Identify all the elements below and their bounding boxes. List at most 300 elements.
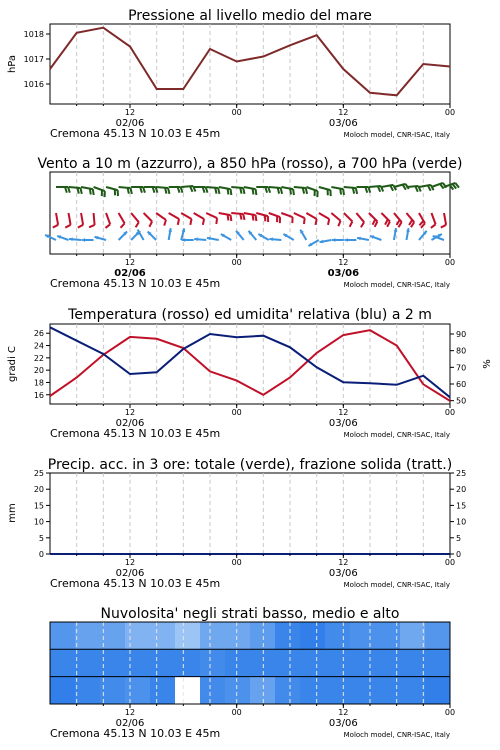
model-credit: Moloch model, CNR-ISAC, Italy (343, 581, 450, 589)
cloud-cell (325, 622, 351, 649)
wind-barb (281, 187, 294, 195)
cloud-cell (350, 649, 376, 676)
wind-barb (194, 237, 206, 241)
barb-shaft (294, 187, 306, 188)
wind-barb (441, 213, 446, 228)
y-tick-label: 15 (33, 501, 44, 511)
barb-shaft (81, 187, 93, 189)
barb-feather (293, 189, 294, 195)
cloud-cell (75, 649, 101, 676)
barb-feather (306, 188, 307, 194)
y-tick-label: 10 (456, 517, 467, 527)
humidity-ylabel: % (482, 359, 493, 369)
barb-feather (53, 225, 58, 228)
wind-barb (370, 235, 381, 240)
y-tick-label: 5 (38, 533, 44, 543)
cloud-cell (200, 677, 226, 704)
x-tick-label: 12 (124, 708, 136, 717)
barb-feather (65, 225, 70, 228)
barb-feather (78, 225, 83, 228)
wind-barb (281, 213, 292, 223)
barb-shaft (206, 187, 218, 188)
y-tick-label: 70 (456, 363, 467, 373)
barb-feather (164, 220, 166, 226)
barb-shaft (281, 187, 293, 189)
barb-shaft (281, 213, 292, 217)
y-tick-label: 0 (456, 550, 462, 559)
wind-barb (156, 187, 169, 194)
y-tick-label: 1017 (23, 55, 44, 64)
wind-barb (106, 187, 118, 196)
wind-barb (119, 232, 127, 240)
wind-barb (56, 187, 70, 193)
wind-barb (294, 213, 305, 224)
pressure-title: Pressione al livello medio del mare (128, 8, 372, 24)
barb-shaft (156, 187, 168, 188)
x-tick-label: 12 (338, 108, 349, 117)
barb-shaft (256, 213, 268, 216)
barb-feather (228, 189, 229, 195)
barb-feather (387, 221, 390, 226)
barb-shaft (356, 213, 364, 222)
x-tick-label: 00 (444, 108, 456, 117)
x-date-label: 02/06 (115, 568, 145, 579)
pressure-ylabel: hPa (7, 54, 18, 74)
barb-feather (243, 188, 244, 194)
x-date-label: 03/06 (327, 268, 360, 279)
wind-barb (319, 213, 329, 225)
y-tick-label: 16 (33, 390, 44, 400)
wind-barb (168, 228, 172, 240)
barb-feather (228, 215, 229, 221)
barb-arrowhead (82, 238, 86, 242)
wind-barb (406, 213, 414, 227)
barb-feather (165, 188, 166, 194)
wind-barb (78, 213, 83, 228)
pressure-plot-frame (50, 24, 450, 104)
cloud-cell (325, 677, 351, 704)
barb-feather (256, 189, 257, 195)
wind-barb (206, 187, 219, 194)
x-date-label: 03/06 (328, 718, 358, 729)
barb-feather (168, 188, 169, 194)
barb-shaft (81, 213, 83, 225)
x-tick-label: 12 (338, 558, 349, 567)
barb-feather (340, 189, 341, 195)
barb-shaft (219, 187, 231, 189)
cloud-cell (175, 677, 201, 704)
barb-shaft (394, 213, 402, 222)
barb-feather (253, 189, 254, 195)
cloud-cell (225, 677, 251, 704)
wind-barb (169, 187, 183, 193)
wind-barb (144, 213, 152, 227)
x-tick-label: 00 (444, 708, 456, 717)
barb-shaft (94, 213, 95, 225)
barb-feather (80, 188, 81, 194)
x-tick-label: 12 (338, 408, 349, 417)
barb-feather (77, 188, 78, 194)
wind-barb (89, 213, 95, 227)
location-label: Cremona 45.13 N 10.03 E 45m (50, 427, 221, 440)
barb-shaft (231, 213, 243, 214)
barb-shaft (106, 213, 110, 224)
y-tick-label: 15 (456, 501, 467, 511)
wind-barb (82, 238, 94, 242)
cloud-cell (400, 649, 426, 676)
precipitation-plot-frame (50, 473, 450, 554)
wind-panel (37, 156, 462, 290)
barb-feather (93, 189, 94, 195)
barb-feather (90, 189, 91, 195)
barb-feather (390, 185, 393, 190)
model-credit: Moloch model, CNR-ISAC, Italy (343, 281, 450, 289)
barb-feather (373, 219, 376, 224)
x-tick-label: 00 (444, 258, 456, 267)
cloud-cell (425, 677, 451, 704)
barb-feather (218, 188, 219, 194)
barb-feather (278, 188, 279, 194)
barb-shaft (431, 213, 435, 224)
model-credit: Moloch model, CNR-ISAC, Italy (343, 131, 450, 139)
wind-barb (419, 213, 425, 228)
barb-shaft (306, 187, 317, 191)
wind-barb (331, 187, 344, 195)
cloud-cell (300, 622, 326, 649)
location-label: Cremona 45.13 N 10.03 E 45m (50, 727, 221, 740)
x-tick-label: 12 (338, 258, 349, 267)
barb-feather (149, 221, 152, 226)
wind-barb (119, 213, 125, 228)
wind-barb (219, 187, 232, 195)
wind-barb (294, 187, 307, 194)
barb-arrowhead (269, 237, 273, 241)
barb-feather (281, 188, 282, 194)
x-tick-label: 12 (124, 258, 136, 267)
barb-feather (428, 185, 431, 190)
wind-barb (357, 237, 369, 241)
barb-feather (304, 218, 305, 224)
barb-shaft (319, 213, 329, 219)
barb-feather (350, 221, 353, 226)
wind-barb (219, 213, 232, 221)
barb-feather (89, 225, 95, 227)
cloud-cell (225, 649, 251, 676)
barb-feather (353, 188, 354, 194)
wind-barb (356, 213, 364, 227)
wind-barb (105, 213, 110, 228)
x-date-label: 03/06 (328, 118, 358, 129)
wind-barb (332, 238, 344, 242)
wind-barb (231, 213, 244, 220)
wind-barb (283, 234, 293, 240)
temperature-title: Temperatura (rosso) ed umidita' relativa (blu) a 2 m (68, 307, 432, 323)
cloud-cell (150, 622, 176, 649)
y-tick-label: 90 (456, 330, 467, 339)
cloud-cell (75, 677, 101, 704)
wind-barb (306, 187, 317, 197)
wind-barb (381, 185, 396, 191)
cloud-title: Nuvolosita' negli strati basso, medio e alto (100, 606, 400, 622)
x-date-label: 02/06 (115, 718, 145, 729)
wind-barb (431, 183, 446, 189)
barb-feather (105, 224, 110, 228)
wind-barb (319, 187, 331, 196)
y-tick-label: 1016 (23, 80, 44, 89)
wind-barb (331, 213, 340, 226)
x-tick-label: 00 (231, 108, 242, 117)
barb-feather (328, 219, 329, 225)
cloud-cell (200, 649, 226, 676)
barb-feather (203, 219, 204, 225)
wind-barb (381, 213, 389, 227)
y-tick-label: 1018 (23, 30, 44, 39)
cloud-cell (275, 677, 301, 704)
wind-barb (57, 235, 68, 240)
barb-feather (356, 188, 357, 194)
cloud-cell (50, 677, 76, 704)
barb-shaft (331, 187, 343, 189)
x-tick-label: 00 (444, 558, 456, 567)
barb-feather (315, 219, 316, 225)
wind-barb (406, 228, 410, 240)
barb-arrowhead (344, 238, 348, 242)
cloud-cell (425, 649, 451, 676)
x-date-label: 02/06 (114, 268, 146, 279)
location-label: Cremona 45.13 N 10.03 E 45m (50, 277, 221, 290)
pressure-series-line (50, 28, 450, 96)
wind-barb (256, 213, 268, 222)
x-date-label: 02/06 (115, 118, 145, 129)
wind-barb (206, 213, 217, 224)
wind-barb (231, 187, 244, 194)
cloud-cell (75, 622, 101, 649)
wind-barb (119, 187, 132, 194)
wind-barb (131, 213, 139, 227)
wind-title: Vento a 10 m (azzurro), a 850 hPa (rosso), a 700 hPa (verde) (37, 156, 463, 172)
cloud-cell (275, 649, 301, 676)
x-tick-label: 12 (124, 558, 136, 567)
barb-arrowhead (194, 237, 198, 241)
wind-barb (69, 187, 82, 194)
cloud-cell (350, 622, 376, 649)
model-credit: Moloch model, CNR-ISAC, Italy (343, 431, 450, 439)
barb-feather (256, 215, 257, 221)
cloud-cell (275, 622, 301, 649)
barb-shaft (344, 187, 356, 188)
cloud-cell (300, 649, 326, 676)
wind-barb (148, 232, 156, 240)
wind-plot-frame (50, 172, 450, 254)
precipitation-title: Precip. acc. in 3 ore: totale (verde), frazione solida (tratt.) (47, 457, 453, 473)
wind-barb (344, 187, 357, 194)
y-tick-label: 18 (33, 378, 44, 388)
barb-arrowhead (69, 237, 73, 241)
y-tick-label: 50 (456, 396, 467, 406)
wind-barb (394, 213, 402, 227)
wind-barb (156, 213, 166, 226)
barb-feather (375, 221, 378, 226)
barb-shaft (331, 213, 340, 221)
wind-barb (221, 234, 231, 240)
barb-shaft (156, 213, 166, 220)
cloud-cell (250, 649, 276, 676)
wind-barb (344, 213, 352, 227)
barb-shaft (69, 187, 81, 188)
barb-feather (216, 218, 217, 224)
y-tick-label: 26 (33, 329, 44, 339)
wind-barb (249, 231, 257, 240)
wind-barb (444, 183, 459, 190)
barb-shaft (131, 213, 139, 222)
y-tick-label: 25 (33, 469, 44, 478)
barb-shaft (319, 187, 331, 190)
cloud-cell (50, 622, 76, 649)
barb-feather (290, 189, 291, 195)
barb-shaft (244, 187, 256, 189)
cloud-cell (350, 677, 376, 704)
cloud-cell (125, 677, 151, 704)
barb-feather (215, 188, 216, 194)
barb-shaft (269, 187, 281, 188)
barb-shaft (219, 213, 231, 215)
barb-shaft (194, 213, 204, 219)
x-tick-label: 00 (231, 708, 242, 717)
barb-shaft (119, 213, 125, 223)
wind-barb (65, 213, 70, 228)
barb-shaft (294, 213, 305, 218)
y-tick-label: 24 (33, 341, 44, 351)
cloud-cell (250, 622, 276, 649)
cloud-cell (125, 622, 151, 649)
barb-shaft (181, 213, 191, 219)
x-tick-label: 00 (444, 408, 456, 417)
wind-barb (300, 230, 306, 240)
cloud-cell (50, 649, 76, 676)
y-tick-label: 10 (33, 517, 44, 527)
barb-feather (441, 225, 446, 228)
barb-shaft (406, 213, 414, 222)
barb-shaft (306, 213, 316, 219)
wind-barb (236, 231, 244, 240)
cloud-cell (125, 649, 151, 676)
cloud-cell (400, 677, 426, 704)
barb-feather (121, 223, 125, 227)
wind-barb (131, 187, 145, 193)
cloud-cell (325, 649, 351, 676)
barb-shaft (206, 213, 217, 218)
cloud-cell (300, 677, 326, 704)
wind-barb (269, 213, 280, 223)
barb-feather (178, 219, 179, 225)
barb-feather (231, 215, 232, 221)
barb-feather (128, 188, 129, 194)
wind-barb (356, 187, 370, 193)
wind-barb (81, 187, 94, 195)
barb-feather (231, 189, 232, 195)
barb-feather (136, 222, 139, 227)
x-tick-label: 00 (231, 408, 242, 417)
x-date-label: 03/06 (328, 418, 358, 429)
y-tick-label: 60 (456, 380, 467, 389)
barb-shaft (169, 213, 179, 219)
cloud-cell (150, 677, 176, 704)
barb-shaft (56, 213, 58, 225)
wind-barb (431, 213, 436, 228)
wind-barb (244, 187, 257, 195)
barb-shaft (244, 213, 256, 215)
x-date-label: 02/06 (115, 418, 145, 429)
wind-barb (258, 234, 268, 240)
barb-feather (431, 224, 436, 228)
y-tick-label: 20 (456, 485, 467, 495)
barb-shaft (381, 213, 389, 221)
location-label: Cremona 45.13 N 10.03 E 45m (50, 127, 221, 140)
barb-shaft (69, 213, 71, 225)
cloud-cell (225, 622, 251, 649)
wind-barb (207, 237, 219, 241)
wind-barb (69, 237, 81, 241)
y-tick-label: 0 (38, 550, 44, 559)
y-tick-label: 5 (456, 533, 462, 543)
model-credit: Moloch model, CNR-ISAC, Italy (343, 731, 450, 739)
wind-barb (244, 213, 257, 221)
barb-feather (190, 219, 191, 225)
y-tick-label: 25 (456, 469, 467, 478)
cloud-cell (400, 622, 426, 649)
wind-barb (320, 240, 332, 244)
wind-barb (419, 231, 427, 240)
temperature-ylabel: gradi C (7, 346, 18, 382)
cloud-cell (150, 649, 176, 676)
barb-shaft (144, 213, 152, 221)
x-tick-label: 12 (124, 408, 136, 417)
wind-barb (344, 238, 356, 242)
wind-barb (181, 213, 191, 225)
cloud-cell (425, 622, 451, 649)
barb-arrowhead (332, 238, 336, 242)
wind-barb (269, 187, 282, 194)
precipitation-panel (7, 457, 466, 590)
barb-feather (253, 215, 254, 221)
x-tick-label: 00 (231, 558, 242, 567)
wind-barb (369, 186, 383, 192)
wind-barb (308, 240, 318, 246)
barb-feather (303, 188, 304, 194)
barb-feather (131, 188, 132, 194)
y-tick-label: 20 (33, 485, 44, 495)
barb-feather (343, 189, 344, 195)
barb-shaft (119, 187, 131, 188)
barb-feather (240, 188, 241, 194)
wind-barb (94, 236, 106, 240)
barb-feather (338, 221, 340, 227)
wind-barb (419, 185, 434, 191)
wind-barb (269, 237, 281, 241)
barb-shaft (269, 213, 280, 217)
wind-barb (169, 213, 179, 225)
x-tick-label: 12 (338, 708, 349, 717)
barb-feather (361, 222, 364, 227)
wind-barb (306, 213, 316, 225)
barb-shaft (106, 187, 118, 190)
barb-shaft (344, 213, 352, 221)
cloud-cell (175, 622, 201, 649)
location-label: Cremona 45.13 N 10.03 E 45m (50, 577, 221, 590)
barb-feather (385, 219, 388, 224)
temperature-series-line (50, 330, 450, 401)
wind-barb (53, 213, 58, 228)
